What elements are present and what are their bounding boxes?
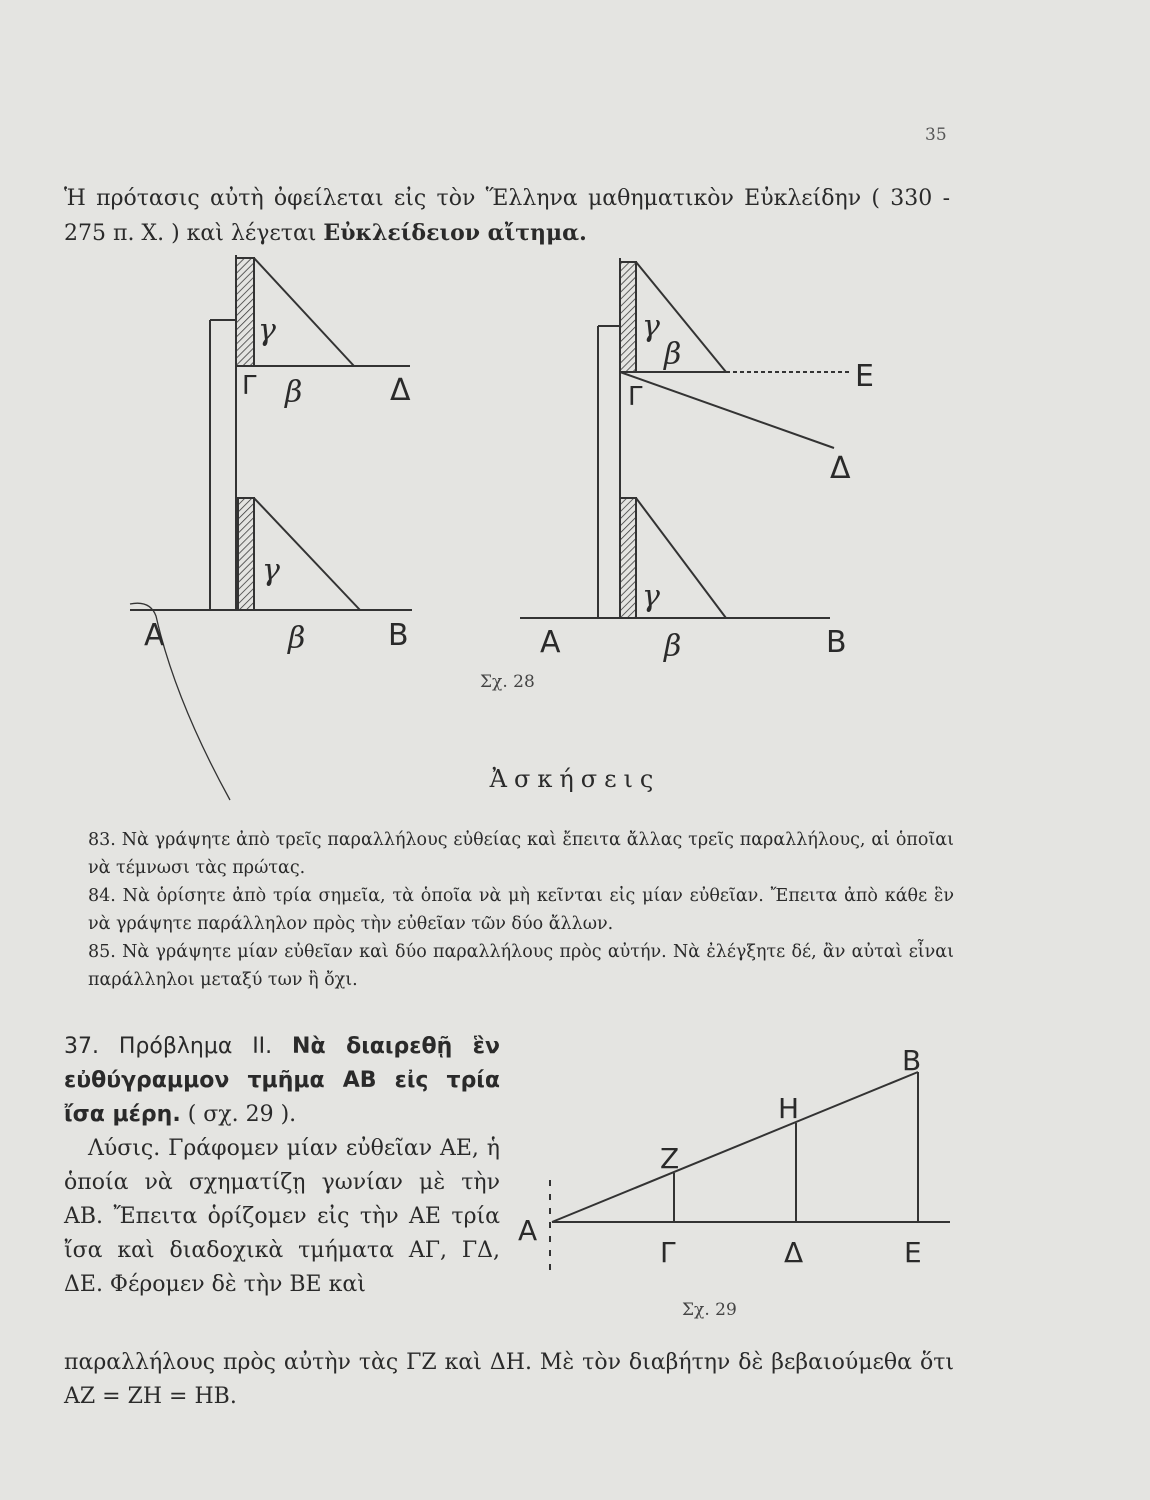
- label-H: Η: [778, 1092, 800, 1125]
- problem-solution: Λύσις. Γράφομεν μίαν εὐθεῖαν ΑΕ, ἡ ὁποία νὰ σχηματίζῃ γωνίαν μὲ τὴν ΑΒ. Ἔπειτα ὁρίζομεν εἰς τὴν ΑΕ τρία ἴσα καὶ διαδοχικὰ τμήματα ΑΓ, ΓΔ, ΔΕ. Φέρομεν δὲ τὴν ΒΕ καὶ: [64, 1136, 500, 1297]
- figure-28-left-labels: [144, 313, 411, 656]
- label-gamma: γ: [642, 309, 660, 344]
- exercises-heading: Ἀσκήσεις: [489, 765, 661, 793]
- problem-number: 37.: [64, 1034, 99, 1059]
- exercise-83: 83. Νὰ γράψητε ἀπὸ τρεῖς παραλλήλους εὐθείας καὶ ἔπειτα ἄλλας τρεῖς παραλλήλους, αἱ ὁποῖαι νὰ τέμνωσι τὰς πρώτας.: [88, 830, 954, 878]
- exercise-list: [64, 826, 954, 994]
- label-Z: Ζ: [660, 1142, 680, 1175]
- label-Delta: Δ: [390, 373, 411, 408]
- label-Delta: Δ: [784, 1236, 804, 1269]
- label-gamma: γ: [262, 553, 280, 588]
- label-Gamma: Γ: [628, 382, 643, 412]
- label-B: Β: [388, 618, 409, 653]
- intro-bold-term: Εὐκλείδειον αἴτημα.: [323, 220, 587, 246]
- figure-28-right-lines: [520, 258, 850, 618]
- figure-29: [500, 1040, 960, 1290]
- label-E: Ε: [855, 359, 874, 394]
- problem-solution-continued: παραλλήλους πρὸς αὐτὴν τὰς ΓΖ καὶ ΔΗ. Μὲ τὸν διαβήτην δὲ βεβαιούμεθα ὅτι ΑΖ = ΖΗ = ΗΒ.: [64, 1350, 954, 1409]
- exercise-85: 85. Νὰ γράψητε μίαν εὐθεῖαν καὶ δύο παραλλήλους πρὸς αὐτήν. Νὰ ἐλέγξητε δέ, ἂν αὐταὶ εἶναι παράλληλοι μεταξύ των ἢ ὄχι.: [88, 942, 954, 990]
- label-beta: β: [664, 629, 682, 664]
- label-B: Β: [826, 625, 847, 660]
- problem-heading: [64, 1030, 500, 1132]
- label-Delta: Δ: [830, 451, 851, 486]
- label-B: Β: [902, 1044, 922, 1077]
- exercise-84: 84. Νὰ ὁρίσητε ἀπὸ τρία σημεῖα, τὰ ὁποῖα νὰ μὴ κεῖνται εἰς μίαν εὐθεῖαν. Ἔπειτα ἀπὸ κάθε ἓν νὰ γράψητε παράλληλον πρὸς τὴν εὐθεῖαν τῶν δύο ἄλλων.: [88, 886, 954, 934]
- intro-text: Ἡ πρότασις αὐτὴ ὀφείλεται εἰς τὸν Ἕλληνα μαθηματικὸν Εὐκλείδην ( 330 - 275 π. Χ. ) καὶ λέγεται: [64, 186, 950, 246]
- problem-ref: ( σχ. 29 ).: [187, 1102, 297, 1127]
- label-Gamma: Γ: [242, 371, 257, 401]
- label-beta: β: [288, 621, 306, 656]
- problem-block: [64, 1030, 500, 1302]
- label-Gamma: Γ: [660, 1236, 676, 1269]
- page-number: 35: [925, 125, 947, 145]
- label-A: Α: [518, 1214, 538, 1247]
- problem-label: Πρόβλημα ΙΙ.: [118, 1034, 273, 1059]
- label-beta: β: [285, 375, 303, 410]
- label-gamma: γ: [258, 313, 276, 348]
- figure-29-caption: Σχ. 29: [682, 1300, 737, 1320]
- label-beta: β: [664, 337, 682, 372]
- problem-title: Νὰ διαιρεθῇ ἓν εὐθύγραμμον τμῆμα ΑΒ εἰς τρία ἴσα μέρη.: [64, 1034, 500, 1127]
- label-A: Α: [540, 625, 561, 660]
- figure-28-right-labels: [540, 309, 874, 664]
- label-gamma: γ: [642, 579, 660, 614]
- label-E: Ε: [904, 1236, 922, 1269]
- label-A: Α: [144, 618, 165, 653]
- figure-28-caption: Σχ. 28: [480, 672, 535, 692]
